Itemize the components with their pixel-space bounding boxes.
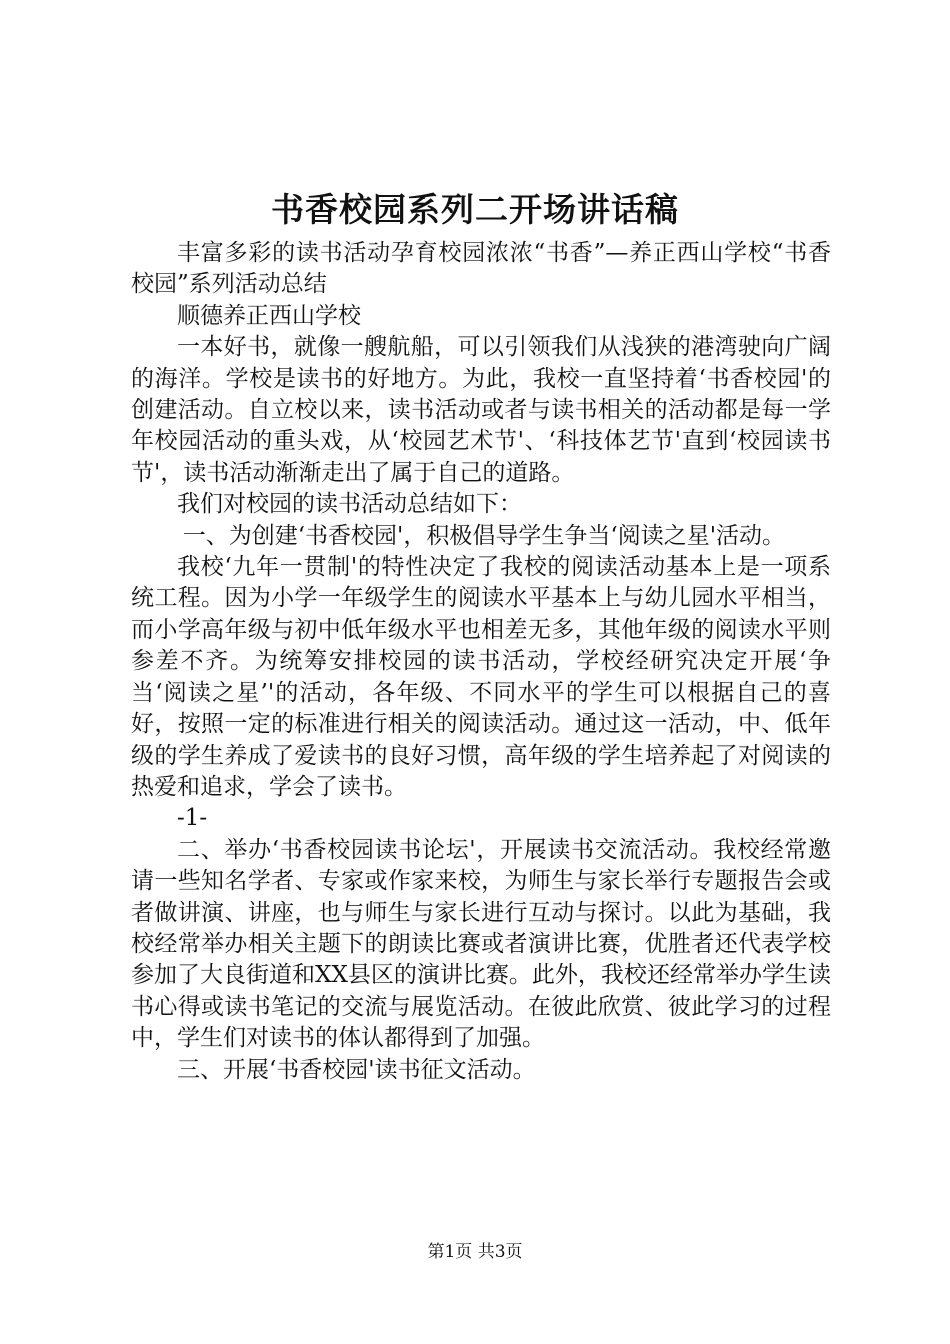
document-title: 书香校园系列二开场讲话稿 — [271, 190, 679, 229]
inline-page-marker: -1- — [177, 805, 208, 832]
body-paragraph: 我校‘九年一贯制'的特性决定了我校的阅读活动基本上是一项系统工程。因为小学一年级学生的阅读水平基本上与幼儿园水平相当，而小学高年级与初中低年级水平也相差无多，其他年级的阅读水平则参差不齐。为统筹安排校园的读书活动，学校经研究决定开展‘争当‘阅读之星’'的活动，各年级、不同水平的学生可以根据自己的喜好，按照一定的标准进行相关的阅读活动。通过这一活动，中、低年级的学生养成了爱读书的良好习惯，高年级的学生培养起了对阅读的热爱和追求，学会了读书。 — [131, 554, 831, 800]
section-heading: 二、举办‘书香校园读书论坛'，开展读书交流活动。我校经常邀请一些知名学者、专家或作家来校，为师生与家长举行专题报告会或者做讲演、讲座，也与师生与家长进行互动与探讨。以此为基础，我校经常举办相关主题下的朗读比赛或者演讲比赛，优胜者还代表学校参加了大良街道和XX县区的演讲比赛。此外，我校还经常举办学生读书心得或读书笔记的交流与展览活动。在彼此欣赏、彼此学习的过程中，学生们对读书的体认都得到了加强。 — [131, 836, 831, 1052]
body-paragraph: 一本好书，就像一艘航船，可以引领我们从浅狭的港湾驶向广阔的海洋。学校是读书的好地方。为此，我校一直坚持着‘书香校园'的创建活动。自立校以来，读书活动或者与读书相关的活动都是每一学年校园活动的重头戏，从‘校园艺术节'、‘科技体艺节'直到‘校园读书节'，读书活动渐渐走出了属于自己的道路。 — [131, 334, 831, 486]
page-footer: 第1页 共3页 — [427, 1242, 523, 1262]
section-heading: 三、开展‘书香校园'读书征文活动。 — [177, 1056, 536, 1083]
body-paragraph: 丰富多彩的读书活动孕育校园浓浓“书香”—养正西山学校“书香校园”系列活动总结 — [131, 240, 831, 298]
body-paragraph: 我们对校园的读书活动总结如下： — [177, 491, 522, 518]
document-body — [131, 238, 831, 1086]
section-heading: 一、为创建‘书香校园'，积极倡导学生争当‘阅读之星'活动。 — [182, 522, 786, 549]
school-name: 顺德养正西山学校 — [177, 302, 361, 329]
